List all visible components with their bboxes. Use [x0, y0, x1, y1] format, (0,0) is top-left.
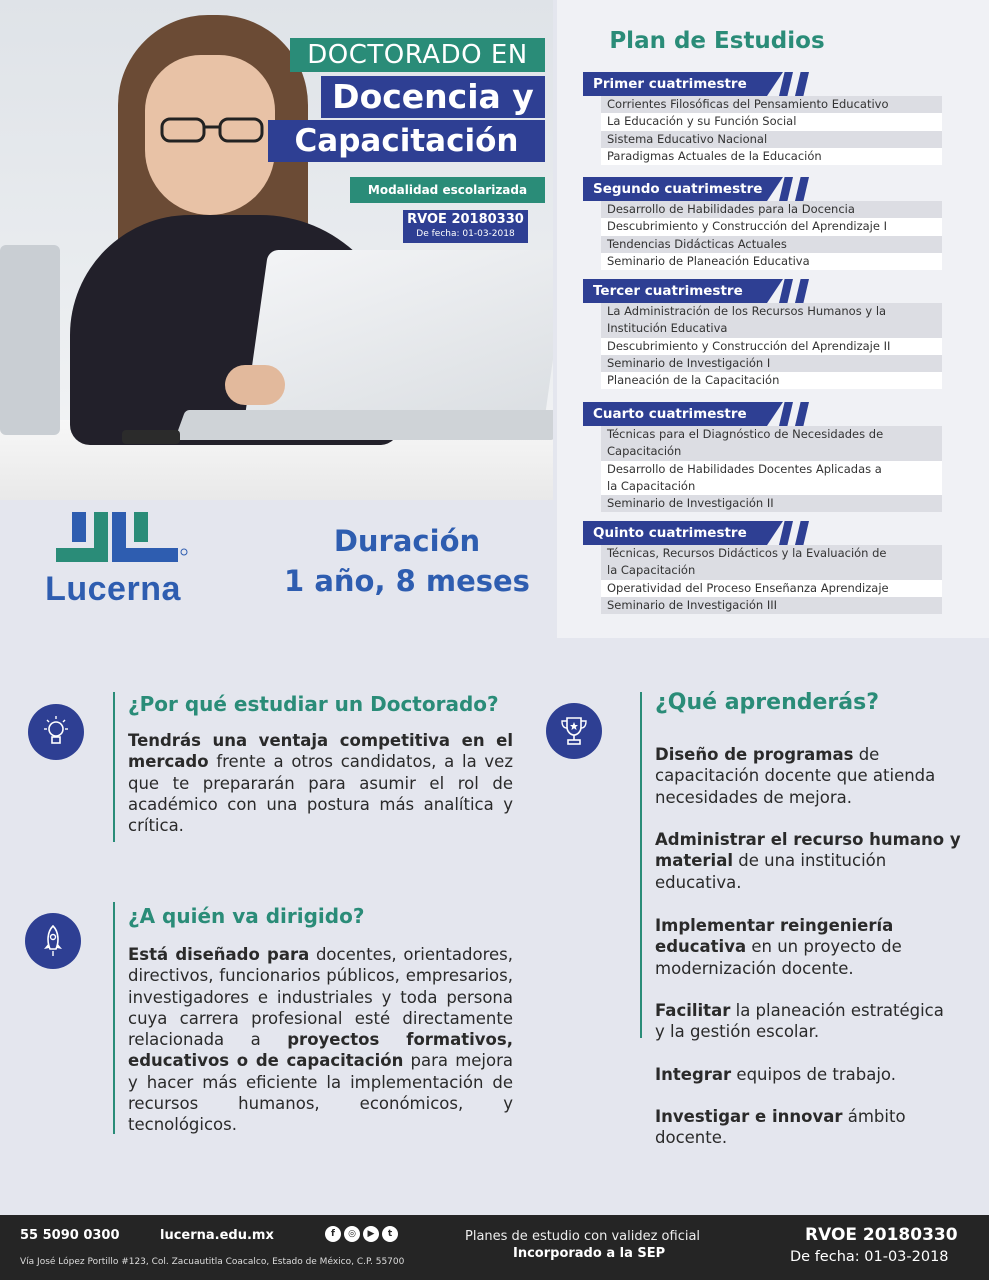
- subject: Desarrollo de Habilidades Docentes Aplicadas a: [601, 461, 942, 478]
- logo-mark-icon: [38, 508, 188, 570]
- learn-item: [655, 915, 925, 979]
- why-title: ¿Por qué estudiar un Doctorado?: [128, 692, 499, 716]
- who-bold2: proyectos formativos, educativos o de capacitación: [128, 1030, 513, 1071]
- who-bold1: Está diseñado para: [128, 945, 310, 964]
- divider: [640, 692, 642, 1038]
- term-name: Tercer cuatrimestre: [593, 283, 743, 299]
- info-section: [0, 640, 989, 1215]
- who-body1: docentes, orientadores, directivos, funcionarios públicos, empresarios, investigadores e industriales y toda persona cuya carrera profesional esté directamente relacionada a: [128, 945, 513, 1050]
- term-header: [583, 72, 813, 96]
- learn-item: [655, 1064, 975, 1085]
- subject-list: [601, 96, 942, 165]
- website-link[interactable]: lucerna.edu.mx: [160, 1228, 274, 1243]
- subject: la Capacitación: [601, 478, 942, 495]
- lucerna-logo: [18, 508, 208, 608]
- plan-title: Plan de Estudios: [609, 28, 825, 54]
- learn-text: de una institución educativa.: [655, 851, 887, 892]
- laptop-base: [175, 410, 553, 440]
- instagram-icon[interactable]: ◎: [344, 1226, 360, 1242]
- term-name: Segundo cuatrimestre: [593, 181, 763, 197]
- learn-item: [655, 829, 975, 893]
- why-bold: Tendrás una ventaja competitiva en el mercado: [128, 731, 513, 772]
- subject-list: [601, 303, 942, 389]
- rocket-icon: [25, 913, 81, 969]
- learn-bold: Investigar e innovar: [655, 1107, 843, 1126]
- divider: [113, 902, 115, 1134]
- validity-text: Planes de estudio con validez oficial: [465, 1229, 701, 1244]
- subject: Técnicas, Recursos Didácticos y la Evaluación de: [601, 545, 942, 562]
- modalidad-badge: Modalidad escolarizada: [350, 177, 545, 203]
- subject: Planeación de la Capacitación: [601, 372, 942, 389]
- learn-bold: Implementar reingeniería educativa: [655, 916, 894, 957]
- term-4: [583, 402, 948, 512]
- duration: [262, 522, 552, 602]
- learn-text: la planeación estratégica y la gestión escolar.: [655, 1001, 944, 1042]
- subject: Tendencias Didácticas Actuales: [601, 236, 942, 253]
- subject: Corrientes Filosóficas del Pensamiento Educativo: [601, 96, 942, 113]
- phone: [122, 430, 180, 444]
- glasses: [158, 115, 266, 145]
- twitter-icon[interactable]: t: [382, 1226, 398, 1242]
- learn-item: [655, 744, 975, 808]
- learn-bold: Administrar el recurso humano y material: [655, 830, 961, 871]
- plan-de-estudios: [557, 0, 989, 638]
- subject: Técnicas para el Diagnóstico de Necesidades de: [601, 426, 942, 443]
- duration-value: 1 año, 8 meses: [284, 564, 530, 598]
- term-header: [583, 402, 813, 426]
- subject: Seminario de Planeación Educativa: [601, 253, 942, 270]
- address: Vía José López Portillo #123, Col. Zacuautitla Coacalco, Estado de México, C.P. 55700: [20, 1257, 405, 1267]
- subject: Seminario de Investigación I: [601, 355, 942, 372]
- facebook-icon[interactable]: f: [325, 1226, 341, 1242]
- subject-list: [601, 426, 942, 512]
- learn-text: en un proyecto de modernización docente.: [655, 937, 902, 978]
- subject: Institución Educativa: [601, 320, 942, 337]
- subject: Seminario de Investigación II: [601, 495, 942, 512]
- learn-bold: Facilitar: [655, 1001, 731, 1020]
- who-text: [128, 944, 513, 1136]
- learn-text: equipos de trabajo.: [731, 1065, 896, 1084]
- subject: Operatividad del Proceso Enseñanza Aprendizaje: [601, 580, 942, 597]
- why-body: frente a otros candidatos, a la vez que te prepararán para asumir el rol de académico con una postura más analítica y crítica.: [128, 752, 513, 836]
- sep-text: Incorporado a la SEP: [513, 1246, 666, 1261]
- subject: Capacitación: [601, 443, 942, 460]
- term-header: [583, 177, 813, 201]
- subject-list: [601, 545, 942, 614]
- rvoe-number: RVOE 20180330: [407, 212, 524, 227]
- footer-rvoe-date: De fecha: 01-03-2018: [790, 1249, 949, 1265]
- term-header: [583, 279, 813, 303]
- learn-text: ámbito docente.: [655, 1107, 906, 1148]
- subject: Desarrollo de Habilidades para la Docencia: [601, 201, 942, 218]
- duration-label: Duración: [333, 524, 481, 558]
- subject: Seminario de Investigación III: [601, 597, 942, 614]
- learn-bold: Integrar: [655, 1065, 732, 1084]
- footer: [0, 1215, 989, 1280]
- hand: [225, 365, 285, 405]
- subject: Descubrimiento y Construcción del Aprendizaje II: [601, 338, 942, 355]
- term-3: [583, 279, 948, 389]
- rvoe-date: De fecha: 01-03-2018: [416, 229, 515, 239]
- learn-item: [655, 1106, 915, 1149]
- term-2: [583, 177, 948, 270]
- chair: [0, 245, 60, 435]
- subject-list: [601, 201, 942, 270]
- term-5: [583, 521, 948, 614]
- who-title: ¿A quién va dirigido?: [128, 904, 365, 928]
- program-title-line1: Docencia y: [321, 76, 545, 118]
- lightbulb-icon: [28, 704, 84, 760]
- trophy-icon: [546, 703, 602, 759]
- learn-item: [655, 1000, 945, 1043]
- program-title-line2: Capacitación: [268, 120, 545, 162]
- term-1: [583, 72, 948, 165]
- hero-photo: [0, 0, 553, 500]
- youtube-icon[interactable]: ▶: [363, 1226, 379, 1242]
- subject: Descubrimiento y Construcción del Aprendizaje I: [601, 218, 942, 235]
- term-header: [583, 521, 813, 545]
- term-name: Quinto cuatrimestre: [593, 525, 747, 541]
- subject: la Capacitación: [601, 562, 942, 579]
- subject: La Administración de los Recursos Humanos y la: [601, 303, 942, 320]
- logo-wordmark: Lucerna: [45, 570, 181, 608]
- who-body2: para mejora y hacer más eficiente la implementación de recursos humanos, económicos, y tecnológicos.: [128, 1051, 513, 1135]
- term-name: Cuarto cuatrimestre: [593, 406, 747, 422]
- footer-rvoe: RVOE 20180330: [805, 1225, 958, 1245]
- rvoe-badge: [403, 210, 528, 243]
- learn-title: ¿Qué aprenderás?: [655, 690, 879, 715]
- subject: La Educación y su Función Social: [601, 113, 942, 130]
- doctorado-label: DOCTORADO EN: [290, 38, 545, 72]
- learn-text: de capacitación docente que atienda necesidades de mejora.: [655, 745, 936, 807]
- learn-bold: Diseño de programas: [655, 745, 854, 764]
- divider: [113, 692, 115, 842]
- subject: Paradigmas Actuales de la Educación: [601, 148, 942, 165]
- social-links: [325, 1226, 398, 1242]
- why-text: [128, 730, 513, 836]
- subject: Sistema Educativo Nacional: [601, 131, 942, 148]
- term-name: Primer cuatrimestre: [593, 76, 747, 92]
- phone-number[interactable]: 55 5090 0300: [20, 1228, 120, 1243]
